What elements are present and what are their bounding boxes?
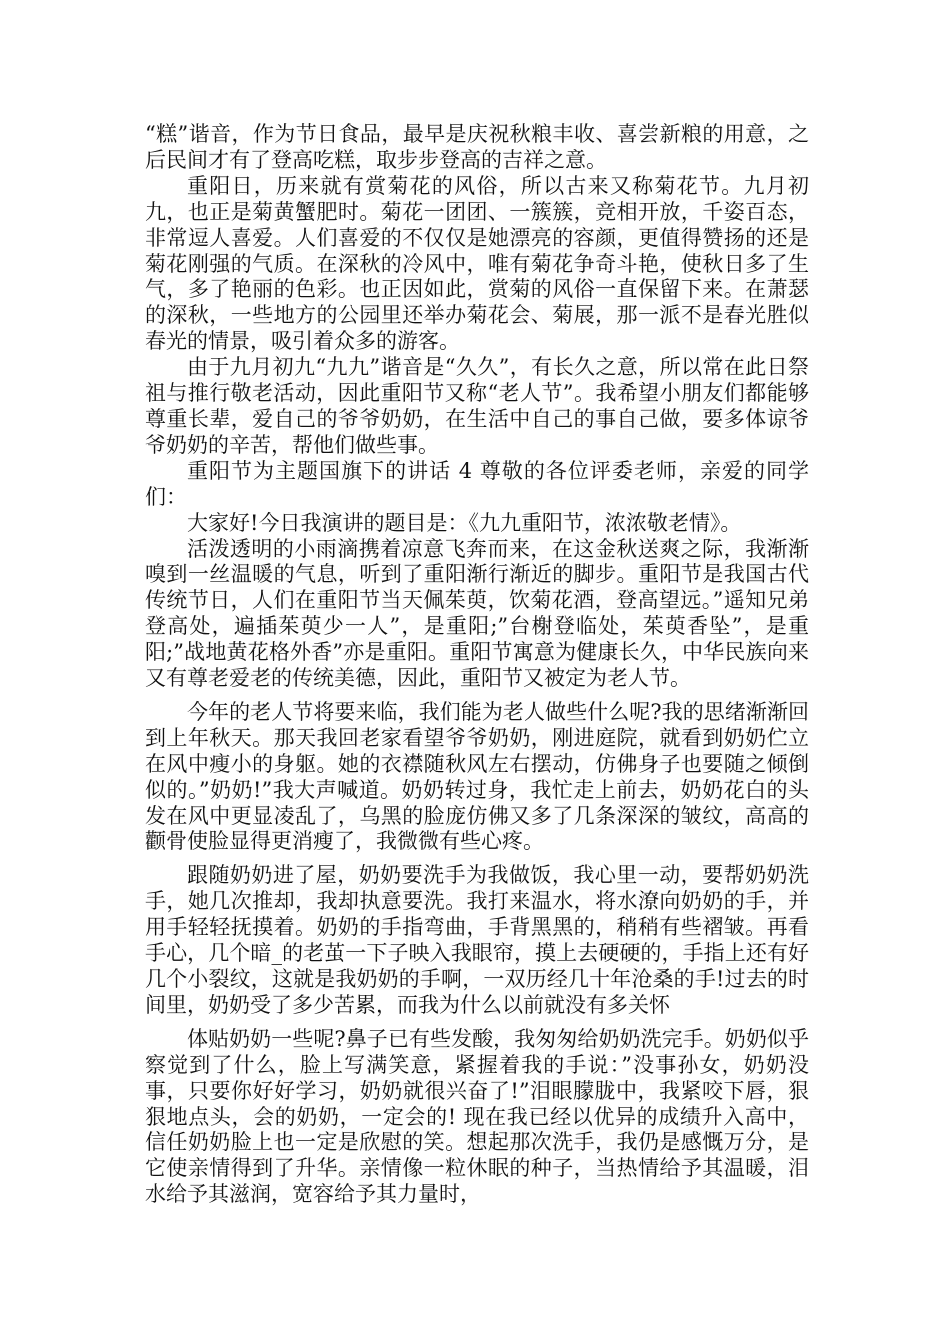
paragraph-memory: 今年的老人节将要来临，我们能为老人做些什么呢?我的思绪渐渐回到上年秋天。那天我回老家看望爷爷奶奶，刚进庭院，就看到奶奶伫立在风中瘦小的身躯。她的衣襟随秋风左右摆动，仿佛身子也要随之倾倒似的。”奶奶!”我大声喊道。奶奶转过身，我忙走上前去，奶奶花白的头发在风中更显凌乱了，乌黑的脸庞仿佛又多了几条深深的皱纹，高高的颧骨使脸显得更消瘦了，我微微有些心疼。 xyxy=(145,699,809,854)
document-body xyxy=(145,122,809,1208)
paragraph-affection: 体贴奶奶一些呢?鼻子已有些发酸，我匆匆给奶奶洗完手。奶奶似乎察觉到了什么，脸上写满笑意，紧握着我的手说：”没事孙女，奶奶没事，只要你好好学习，奶奶就很兴奋了!”泪眼朦胧中，我紧咬下唇，狠狠地点头，会的奶奶，一定会的! 现在我已经以优异的成绩升入高中，信任奶奶脸上也一定是欣慰的笑。想起那次洗手，我仍是感慨万分，是它使亲情得到了升华。亲情像一粒休眠的种子，当热情给予其温暖，泪水给予其滋润，宽容给予其力量时， xyxy=(145,1026,809,1207)
paragraph-cake: “糕”谐音，作为节日食品，最早是庆祝秋粮丰收、喜尝新粮的用意，之后民间才有了登高吃糕，取步步登高的吉祥之意。 xyxy=(145,122,809,172)
paragraph-raindrops: 活泼透明的小雨滴携着凉意飞奔而来，在这金秋送爽之际，我渐渐嗅到一丝温暖的气息，听到了重阳渐行渐近的脚步。重阳节是我国古代传统节日，人们在重阳节当天佩茱萸，饮菊花酒，登高望远。”遥知兄弟登高处，遍插茱萸少一人”，是重阳;”台榭登临处，茱萸香坠”，是重阳;”战地黄花格外香”亦是重阳。重阳节寓意为健康长久，中华民族向来又有尊老爱老的传统美德，因此，重阳节又被定为老人节。 xyxy=(145,536,809,691)
paragraph-washing-hands: 跟随奶奶进了屋，奶奶要洗手为我做饭，我心里一动，要帮奶奶洗手，她几次推却，我却执意要洗。我打来温水，将水潦向奶奶的手，并用手轻轻抚摸着。奶奶的手指弯曲，手背黑黑的，稍稍有些褶皱。再看手心，几个暗_的老茧一下子映入我眼帘，摸上去硬硬的，手指上还有好几个小裂纹，这就是我奶奶的手啊，一双历经几十年沧桑的手!过去的时间里，奶奶受了多少苦累，而我为什么以前就没有多关怀 xyxy=(145,863,809,1017)
paragraph-elderly-festival: 由于九月初九“九九”谐音是“久久”，有长久之意，所以常在此日祭祖与推行敬老活动，因此重阳节又称“老人节”。我希望小朋友们都能够尊重长辈，爱自己的爷爷奶奶，在生活中自己的事自己做，要多体谅爷爷奶奶的辛苦，帮他们做些事。 xyxy=(145,355,809,457)
paragraph-speech-heading: 重阳节为主题国旗下的讲话 4 尊敬的各位评委老师，亲爱的同学们： xyxy=(145,458,809,509)
paragraph-greeting: 大家好!今日我演讲的题目是：《九九重阳节，浓浓敬老情》。 xyxy=(187,510,742,535)
paragraph-chrysanthemum: 重阳日，历来就有赏菊花的风俗，所以古来又称菊花节。九月初九，也正是菊黄蟹肥时。菊花一团团、一簇簇，竞相开放，千姿百态，非常逗人喜爱。人们喜爱的不仅仅是她漂亮的容颜，更值得赞扬的还是菊花刚强的气质。在深秋的冷风中，唯有菊花争奇斗艳，使秋日多了生气，多了艳丽的色彩。也正因如此，赏菊的风俗一直保留下来。在萧瑟的深秋，一些地方的公园里还举办菊花会、菊展，那一派不是春光胜似春光的情景，吸引着众多的游客。 xyxy=(145,173,809,354)
